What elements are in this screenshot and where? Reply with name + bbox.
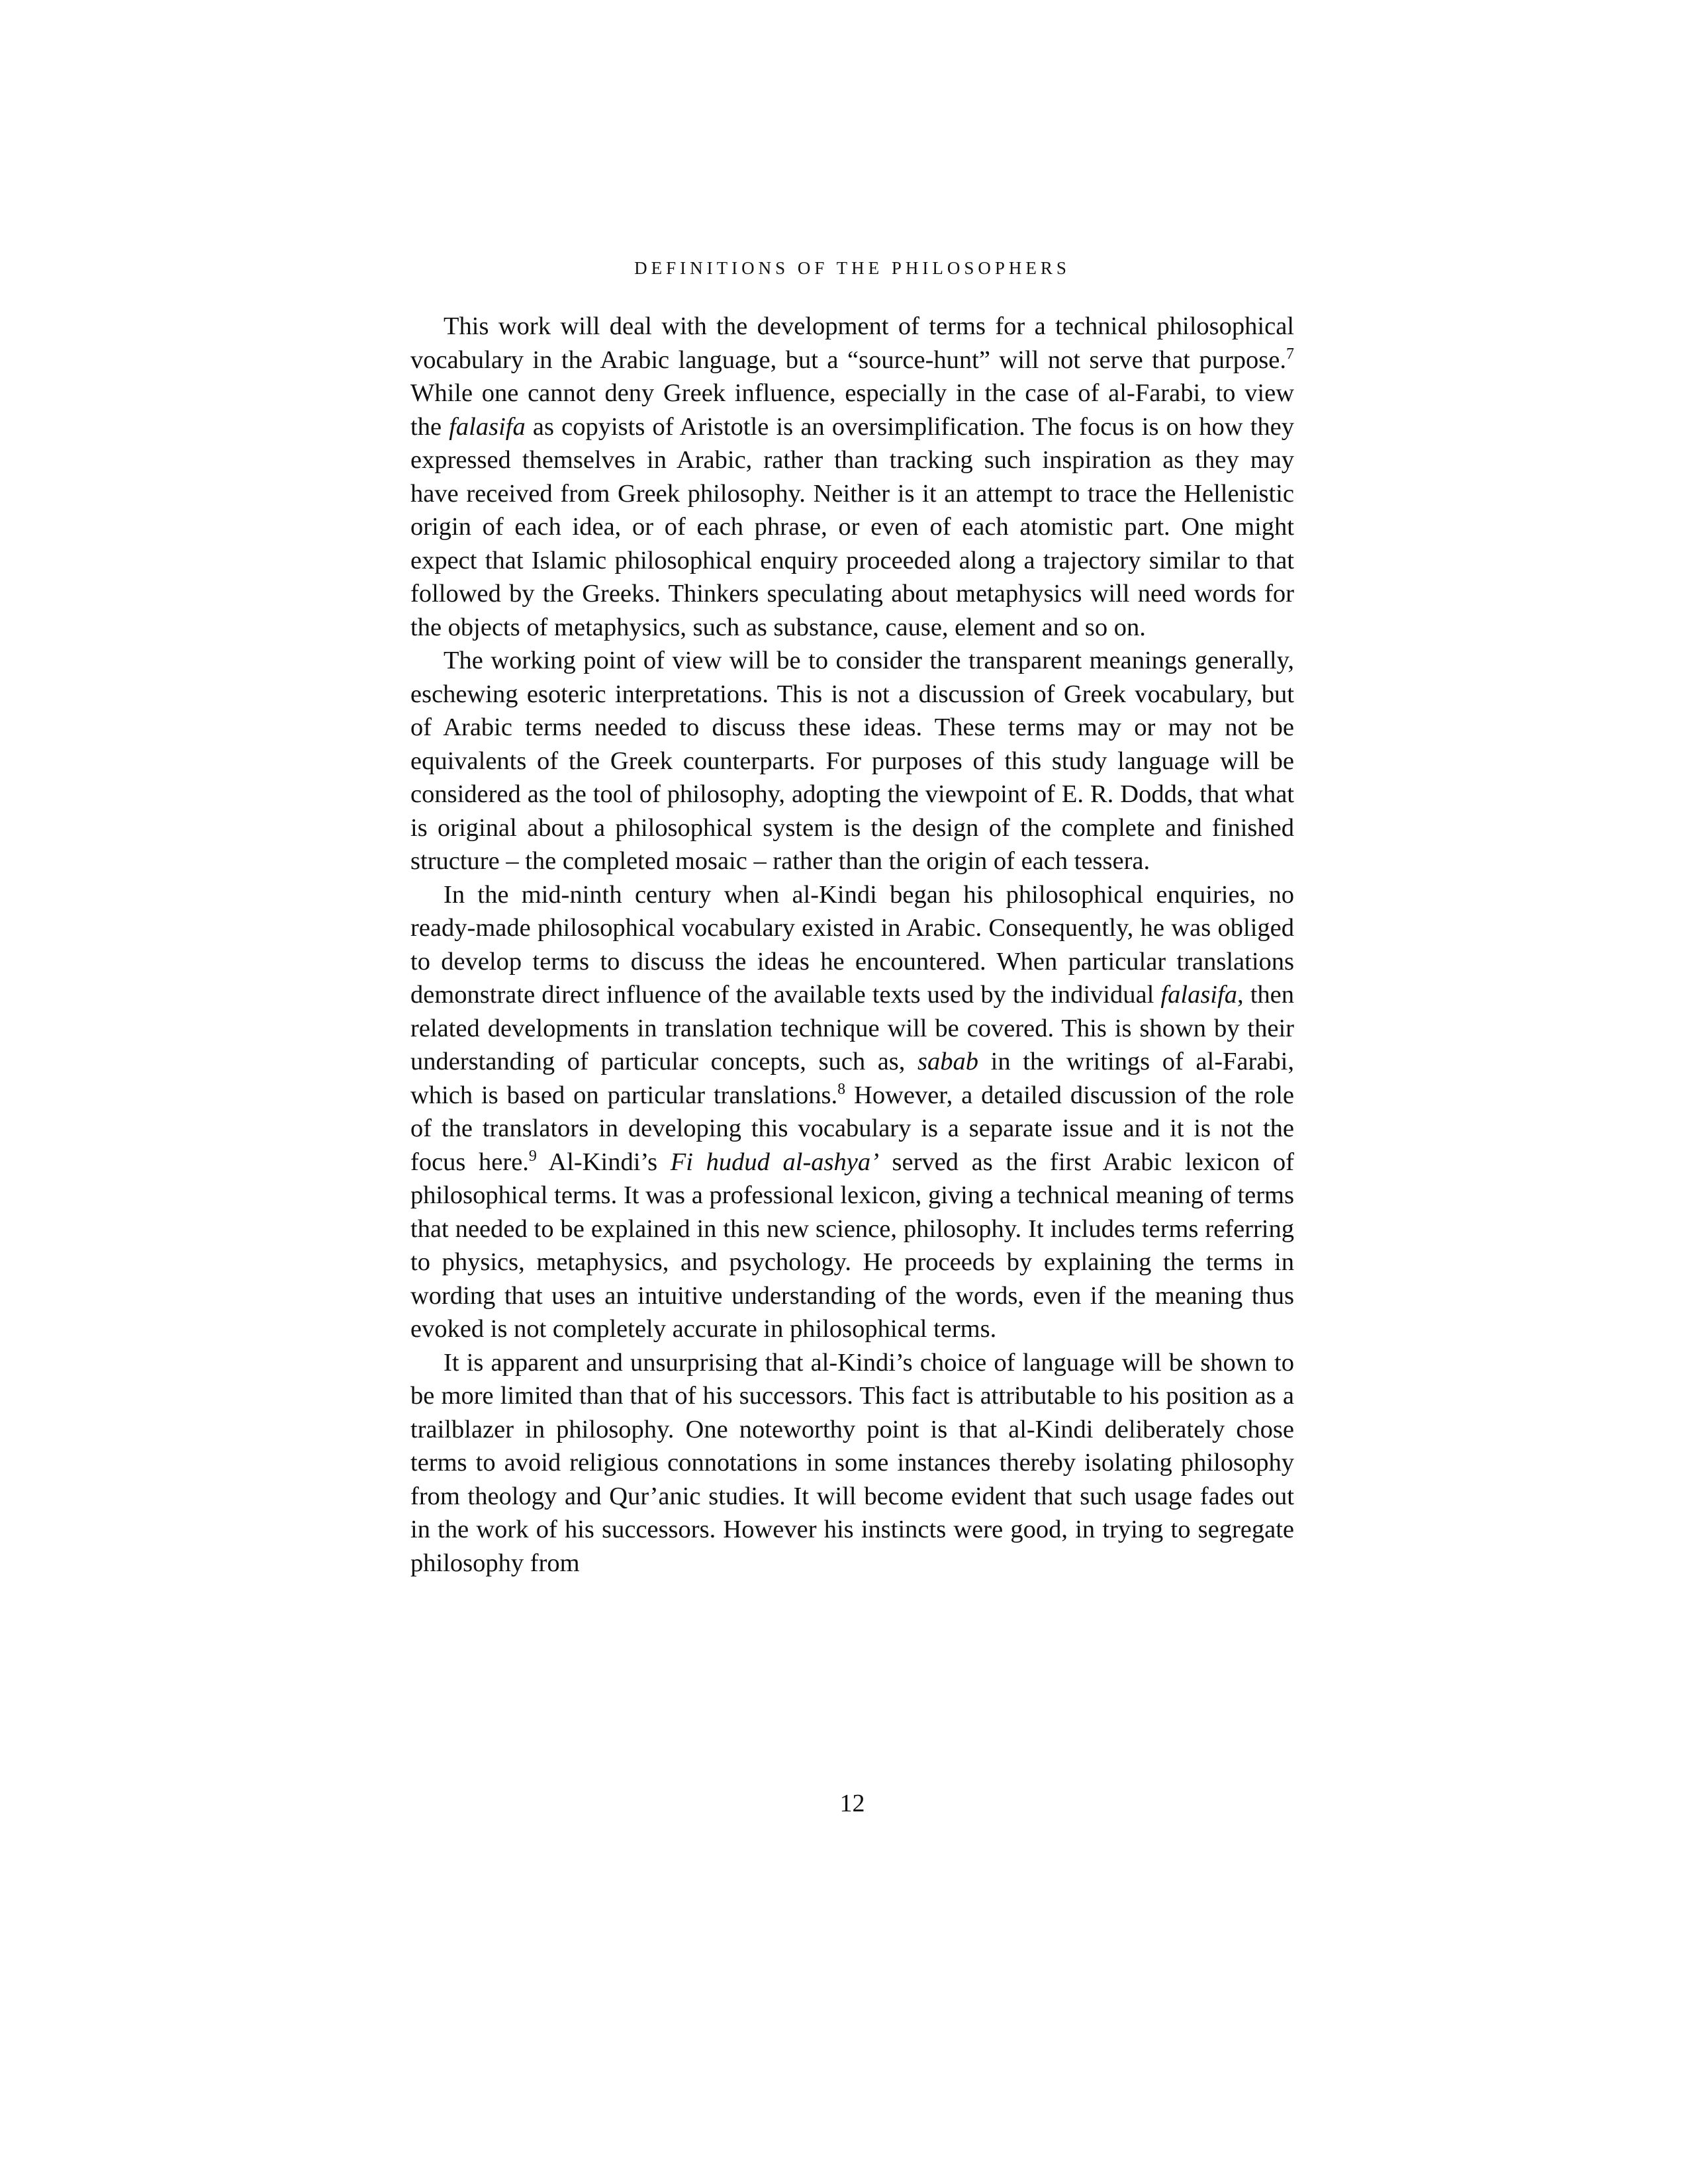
text-run: In the mid-ninth century when al-Kindi began his philosophical enquiries, no ready-made philosophical vocabulary existed in Arabic. Consequently, he was obliged to develop terms to discuss the ideas he encountered. When particular translations demonstrate direct influence of the available texts used by the individual — [410, 880, 1294, 1009]
text-run: in the writings of al-Farabi, which is based on particular translations. — [410, 1048, 1294, 1109]
text-run: served as the first Arabic lexicon of philosophical terms. It was a professional lexicon, giving a technical meaning of terms that needed to be explained in this new science, philosophy. It includes terms referring to physics, metaphysics, and psychology. He proceeds by explaining the terms in wording that uses an intuitive understanding of the words, even if the meaning thus evoked is not completely accurate in philosophical terms. — [410, 1148, 1295, 1343]
text-run: It is apparent and unsurprising that al-Kindi’s choice of language will be shown to be more limited than that of his successors. This fact is attributable to his position as a trailblazer in philosophy. One noteworthy point is that al-Kindi deliberately chose terms to avoid religious connotations in some instances thereby isolating philosophy from theology and Qur’anic studies. It will become evident that such usage fades out in the work of his successors. However his instincts were good, in trying to segregate philosophy from — [410, 1348, 1294, 1577]
paragraph-2 — [410, 644, 1294, 878]
text-run: While one cannot deny Greek influence, especially in the case of al-Farabi, to view the — [410, 379, 1294, 441]
paragraph-3 — [410, 878, 1294, 1346]
running-head: DEFINITIONS OF THE PHILOSOPHERS — [634, 258, 1070, 278]
footnote-ref-7: 7 — [1286, 345, 1294, 363]
page-number: 12 — [839, 1790, 865, 1817]
text-run: , then related developments in translation technique will be covered. This is shown by their understanding of particular concepts, such as, — [410, 981, 1294, 1075]
text-run: The working point of view will be to consider the transparent meanings generally, eschewing esoteric interpretations. This is not a discussion of Greek vocabulary, but of Arabic terms needed to discuss these ideas. These terms may or may not be equivalents of the Greek counterparts. For purposes of this study language will be considered as the tool of philosophy, adopting the viewpoint of E. R. Dodds, that what is original about a philosophical system is the design of the complete and finished structure – the completed mosaic – rather than the origin of each tessera. — [410, 647, 1294, 875]
text-run: However, a detailed discussion of the role of the translators in developing this vocabulary is a separate issue and it is not the focus here. — [410, 1081, 1295, 1176]
text-run: as copyists of Aristotle is an oversimplification. The focus is on how they expressed themselves in Arabic, rather than tracking such inspiration as they may have received from Greek philosophy. Neither is it an attempt to trace the Hellenistic origin of each idea, or of each phrase, or even of each atomistic part. One might expect that Islamic philosophical enquiry proceeded along a trajectory similar to that followed by the Greeks. Thinkers speculating about metaphysics will need words for the objects of metaphysics, such as substance, cause, element and so on. — [410, 412, 1294, 641]
italic-term: falasifa — [449, 412, 526, 441]
italic-term: sabab — [917, 1048, 979, 1075]
footnote-ref-9: 9 — [528, 1147, 537, 1165]
italic-term: falasifa — [1160, 981, 1237, 1009]
body-text — [410, 310, 1294, 1580]
paragraph-1 — [410, 310, 1294, 644]
footnote-ref-8: 8 — [837, 1080, 846, 1098]
italic-title: Fi hudud al-ashya’ — [670, 1148, 879, 1176]
text-run: Al-Kindi’s — [536, 1148, 671, 1176]
paragraph-4 — [410, 1346, 1294, 1580]
text-run: This work will deal with the development of terms for a technical philosophical vocabulary in the Arabic language, but a “source-hunt” will not serve that purpose. — [410, 312, 1294, 374]
